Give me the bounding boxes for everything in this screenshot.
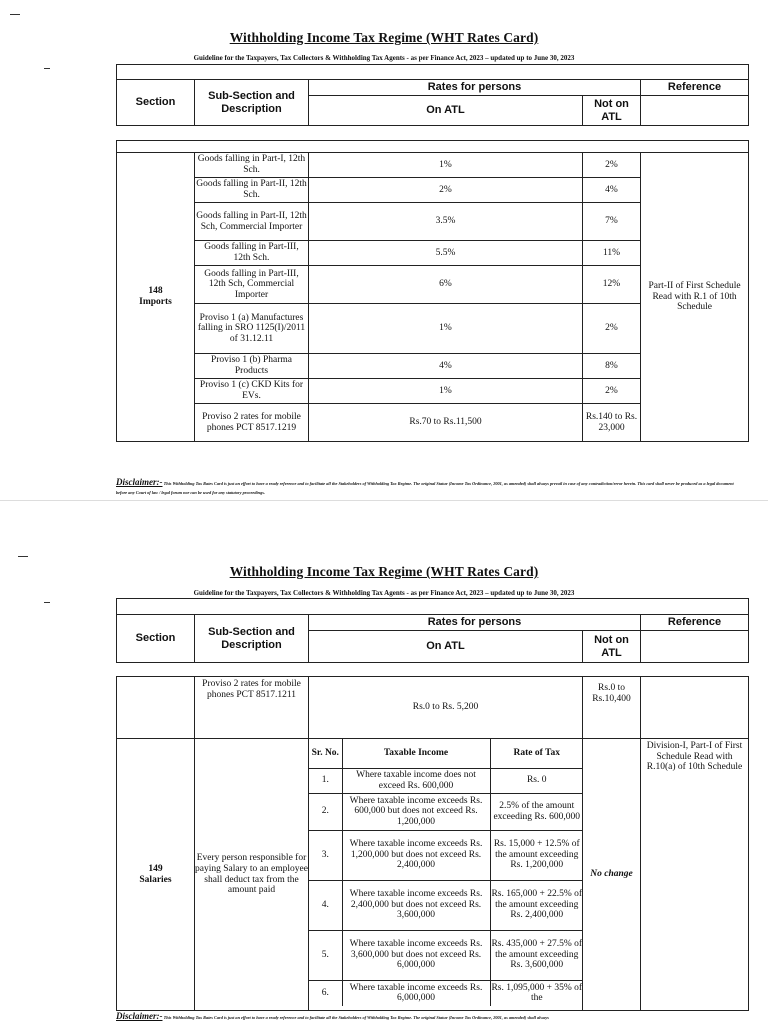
page-divider: [0, 500, 768, 501]
section-header: Section: [117, 80, 195, 126]
slab-rate: Rs. 165,000 + 22.5% of the amount exceeding Rs. 2,400,000: [490, 880, 583, 930]
import-not-atl-rate: 12%: [583, 266, 641, 304]
import-atl-rate: 5.5%: [309, 241, 583, 266]
reference-header: Reference: [641, 615, 749, 631]
slab-rate: 2.5% of the amount exceeding Rs. 600,000: [490, 793, 583, 830]
import-desc: Goods falling in Part-II, 12th Sch.: [195, 178, 309, 203]
slab-table: [309, 739, 583, 1006]
import-desc: Proviso 1 (a) Manufactures falling in SRO 1125(I)/2011 of 31.12.11: [195, 304, 309, 354]
import-desc: Proviso 1 (c) CKD Kits for EVs.: [195, 379, 309, 404]
header-table: [116, 64, 749, 126]
mobile-not-atl-rate: Rs.0 to Rs.10,400: [583, 677, 641, 739]
page-title: Withholding Income Tax Regime (WHT Rates Card): [229, 30, 539, 45]
import-atl-rate: 1%: [309, 304, 583, 354]
salaries-description: Every person responsible for paying Salary to an employee shall deduct tax from the amount paid: [195, 739, 309, 1011]
import-desc: Goods falling in Part-II, 12th Sch, Commercial Importer: [195, 203, 309, 241]
reference-header: Reference: [641, 80, 749, 96]
import-atl-rate: 3.5%: [309, 203, 583, 241]
import-atl-rate: 6%: [309, 266, 583, 304]
import-not-atl-rate: 2%: [583, 153, 641, 178]
disclaimer-label: Disclaimer:-: [116, 1011, 163, 1021]
slab-income: Where taxable income exceeds Rs. 6,000,000: [342, 980, 490, 1006]
sr-no-header: Sr. No.: [309, 739, 342, 768]
disclaimer-text: This Withholding Tax Rates Card is just an effort to have a ready reference and to facilitate all the Stakeholders of Withholding Tax Regime. The original Statue (Income Tax Ordinance, 2001, as amended) shall always: [163, 1015, 549, 1020]
slab-sr: 6.: [309, 980, 342, 1006]
slab-income: Where taxable income exceeds Rs. 1,200,000 but does not exceed Rs. 2,400,000: [342, 830, 490, 880]
not-on-atl-header: Not on ATL: [583, 631, 641, 663]
rate-of-tax-header: Rate of Tax: [490, 739, 583, 768]
salaries-not-atl: No change: [583, 739, 641, 1011]
imports-reference: Part-II of First Schedule Read with R.1 of 10th Schedule: [641, 153, 749, 442]
salaries-reference: Division-I, Part-I of First Schedule Read with R.10(a) of 10th Schedule: [641, 739, 749, 1011]
import-not-atl-rate: Rs.140 to Rs. 23,000: [583, 404, 641, 442]
import-desc: Goods falling in Part-III, 12th Sch, Commercial Importer: [195, 266, 309, 304]
slab-rate: Rs. 1,095,000 + 35% of the: [490, 980, 583, 1006]
import-not-atl-rate: 8%: [583, 354, 641, 379]
header-table: [116, 598, 749, 663]
sub-section-header: Sub-Section and Description: [195, 80, 309, 126]
slab-income: Where taxable income exceeds Rs. 2,400,000 but does not exceed Rs. 3,600,000: [342, 880, 490, 930]
on-atl-header: On ATL: [309, 631, 583, 663]
import-not-atl-rate: 2%: [583, 379, 641, 404]
rates-for-persons-header: Rates for persons: [309, 80, 641, 96]
section-header: Section: [117, 615, 195, 663]
sub-section-header: Sub-Section and Description: [195, 615, 309, 663]
import-desc: Proviso 2 rates for mobile phones PCT 8517.1219: [195, 404, 309, 442]
import-atl-rate: 1%: [309, 379, 583, 404]
guideline-text: Guideline for the Taxpayers, Tax Collectors & Withholding Tax Agents - as per Finance Act, 2023 – updated up to June 30, 2023: [193, 54, 575, 62]
section-name: Imports: [139, 297, 172, 307]
import-desc: Goods falling in Part-I, 12th Sch.: [195, 153, 309, 178]
import-atl-rate: 4%: [309, 354, 583, 379]
section-name: Salaries: [139, 874, 172, 885]
import-atl-rate: Rs.70 to Rs.11,500: [309, 404, 583, 442]
guideline-text: Guideline for the Taxpayers, Tax Collectors & Withholding Tax Agents - as per Finance Act, 2023 – updated up to June 30, 2023: [193, 589, 575, 597]
slab-income: Where taxable income exceeds Rs. 3,600,000 but does not exceed Rs. 6,000,000: [342, 930, 490, 980]
import-atl-rate: 2%: [309, 178, 583, 203]
on-atl-header: On ATL: [309, 96, 583, 126]
slab-income: Where taxable income does not exceed Rs. 600,000: [342, 768, 490, 793]
import-not-atl-rate: 11%: [583, 241, 641, 266]
section-149-cell: [117, 739, 195, 1011]
section-148-cell: [117, 153, 195, 442]
not-on-atl-header: Not on ATL: [583, 96, 641, 126]
rates-for-persons-header: Rates for persons: [309, 615, 641, 631]
slab-rate: Rs. 0: [490, 768, 583, 793]
slab-sr: 3.: [309, 830, 342, 880]
disclaimer: [116, 476, 744, 496]
slab-sr: 2.: [309, 793, 342, 830]
scan-mark: [44, 68, 50, 69]
slab-sr: 5.: [309, 930, 342, 980]
import-atl-rate: 1%: [309, 153, 583, 178]
section-number: 148: [148, 286, 163, 297]
section-number: 149: [148, 863, 163, 874]
taxable-income-header: Taxable Income: [342, 739, 490, 768]
disclaimer: [116, 1010, 744, 1024]
import-not-atl-rate: 7%: [583, 203, 641, 241]
scan-mark: [10, 14, 20, 15]
imports-table: [116, 140, 749, 442]
disclaimer-label: Disclaimer:-: [116, 477, 163, 487]
mobile-phones-table: [116, 676, 749, 739]
mobile-desc: Proviso 2 rates for mobile phones PCT 8517.1211: [195, 677, 309, 739]
scan-mark: [44, 602, 50, 603]
slab-sr: 1.: [309, 768, 342, 793]
mobile-atl-rate: Rs.0 to Rs. 5,200: [309, 677, 583, 739]
import-desc: Goods falling in Part-III, 12th Sch.: [195, 241, 309, 266]
import-desc: Proviso 1 (b) Pharma Products: [195, 354, 309, 379]
import-not-atl-rate: 4%: [583, 178, 641, 203]
import-not-atl-rate: 2%: [583, 304, 641, 354]
slab-rate: Rs. 435,000 + 27.5% of the amount exceeding Rs. 3,600,000: [490, 930, 583, 980]
page-title: Withholding Income Tax Regime (WHT Rates Card): [229, 564, 539, 579]
scan-mark: [18, 556, 28, 557]
slab-income: Where taxable income exceeds Rs. 600,000 but does not exceed Rs. 1,200,000: [342, 793, 490, 830]
slab-sr: 4.: [309, 880, 342, 930]
disclaimer-text: This Withholding Tax Rates Card is just an effort to have a ready reference and to facilitate all the Stakeholders of Withholding Tax Regime. The original Statue (Income Tax Ordinance, 2001, as amended) shall always prevail in case of any contradiction/error herein. This card shall never be produced as a legal document before any Court of law / legal forum nor can be used for any statutory proceedings.: [116, 481, 734, 495]
slab-rate: Rs. 15,000 + 12.5% of the amount exceeding Rs. 1,200,000: [490, 830, 583, 880]
salaries-table: [116, 738, 749, 1011]
